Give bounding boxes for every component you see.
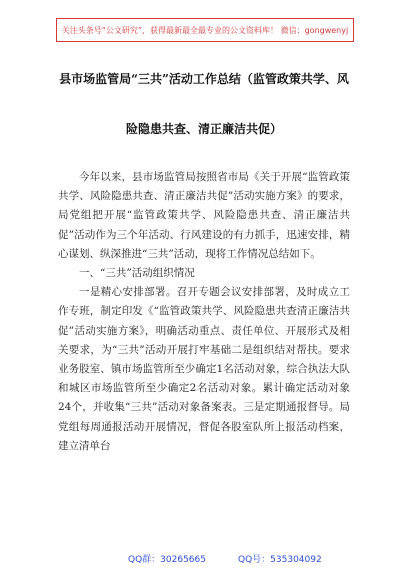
footer	[0, 548, 408, 568]
document-title-line-2: 险隐患共查、清正廉洁共促）	[125, 122, 282, 136]
body-paragraph: 一是精心安排部署。召开专题会议安排部署，及时成立工作专班，制定印发《“监管政策共学、风险隐患共查清正廉洁共促”活动实施方案》，明确活动重点、责任单位、开展形式及相关要求，为“三共”活动开展打牢基础二是组织结对帮扶。要求业务股室、镇市场监管所至少确定1名活动对象，综合执法大队和城区市场监管所至少确定2名活动对象。累计确定活动对象24个，并收集“三共”活动对象备案表。三是定期通报督导。局党组每周通报活动开展情况，督促各股室队所上报活动档案，建立清单台	[58, 286, 350, 452]
header-banner: 关注头条号“公文研究”，获得最新最全最专业的公文资料库！ 微信：gongwenyj	[56, 18, 354, 42]
document-body	[58, 168, 350, 456]
intro-paragraph: 今年以来，县市场监管局按照省市局《关于开展“监管政策共学、风险隐患共查、清正廉洁共促”活动实施方案》的要求，局党组把开展“监管政策共学、风险隐患共查、清正廉洁共促”活动作为三个年活动、行风建设的有力抓手，迅速安排，精心谋划、纵深推进“三共”活动，现将工作情况总结如下。	[58, 171, 350, 260]
document-title-line-1: 县市场监管局“三共”活动工作总结（监管政策共学、风	[59, 72, 349, 86]
footer-qq-group: QQ群：30265665	[128, 555, 206, 565]
footer-qq-number: QQ号：535304092	[238, 555, 322, 565]
section-heading: 一、“三共”活动组织情况	[79, 267, 195, 280]
